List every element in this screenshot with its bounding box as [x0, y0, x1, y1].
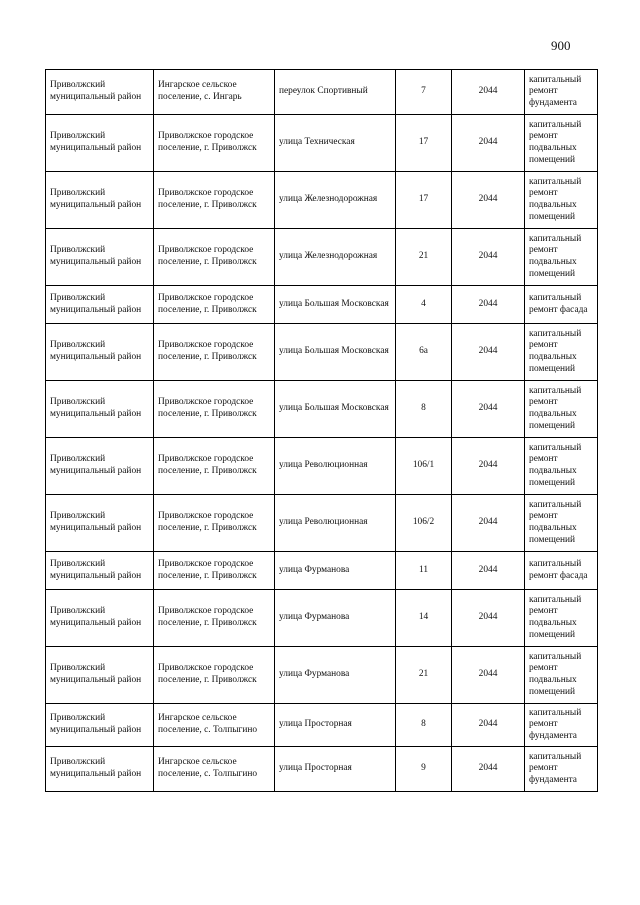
house-number-cell: 11 — [396, 552, 452, 590]
year-cell: 2044 — [452, 552, 525, 590]
house-number-cell: 17 — [396, 172, 452, 229]
street-cell: улица Просторная — [275, 747, 396, 792]
year-cell: 2044 — [452, 747, 525, 792]
settlement-cell: Приволжское городское поселение, г. Приволжск — [154, 438, 275, 495]
repair-schedule-table — [45, 69, 598, 792]
table-row — [46, 438, 598, 495]
district-cell: Приволжский муниципальный район — [46, 172, 154, 229]
district-cell: Приволжский муниципальный район — [46, 552, 154, 590]
district-cell: Приволжский муниципальный район — [46, 704, 154, 747]
street-cell: улица Большая Московская — [275, 286, 396, 324]
settlement-cell: Приволжское городское поселение, г. Приволжск — [154, 229, 275, 286]
work-type-cell: капитальный ремонт подвальных помещений — [525, 324, 598, 381]
settlement-cell: Приволжское городское поселение, г. Приволжск — [154, 590, 275, 647]
house-number-cell: 9 — [396, 747, 452, 792]
house-number-cell: 7 — [396, 70, 452, 115]
table-row — [46, 172, 598, 229]
district-cell: Приволжский муниципальный район — [46, 229, 154, 286]
table-row — [46, 704, 598, 747]
district-cell: Приволжский муниципальный район — [46, 381, 154, 438]
work-type-cell: капитальный ремонт подвальных помещений — [525, 172, 598, 229]
work-type-cell: капитальный ремонт подвальных помещений — [525, 438, 598, 495]
year-cell: 2044 — [452, 172, 525, 229]
house-number-cell: 21 — [396, 229, 452, 286]
year-cell: 2044 — [452, 324, 525, 381]
year-cell: 2044 — [452, 590, 525, 647]
work-type-cell: капитальный ремонт подвальных помещений — [525, 115, 598, 172]
district-cell: Приволжский муниципальный район — [46, 324, 154, 381]
year-cell: 2044 — [452, 438, 525, 495]
work-type-cell: капитальный ремонт фундамента — [525, 747, 598, 792]
street-cell: улица Техническая — [275, 115, 396, 172]
district-cell: Приволжский муниципальный район — [46, 590, 154, 647]
street-cell: улица Революционная — [275, 495, 396, 552]
district-cell: Приволжский муниципальный район — [46, 438, 154, 495]
work-type-cell: капитальный ремонт подвальных помещений — [525, 495, 598, 552]
table-row — [46, 229, 598, 286]
settlement-cell: Ингарское сельское поселение, с. Толпыгино — [154, 747, 275, 792]
year-cell: 2044 — [452, 495, 525, 552]
settlement-cell: Приволжское городское поселение, г. Приволжск — [154, 115, 275, 172]
district-cell: Приволжский муниципальный район — [46, 747, 154, 792]
house-number-cell: 21 — [396, 647, 452, 704]
street-cell: улица Просторная — [275, 704, 396, 747]
settlement-cell: Приволжское городское поселение, г. Приволжск — [154, 324, 275, 381]
street-cell: улица Фурманова — [275, 590, 396, 647]
district-cell: Приволжский муниципальный район — [46, 115, 154, 172]
work-type-cell: капитальный ремонт фасада — [525, 286, 598, 324]
year-cell: 2044 — [452, 115, 525, 172]
district-cell: Приволжский муниципальный район — [46, 286, 154, 324]
year-cell: 2044 — [452, 381, 525, 438]
street-cell: улица Фурманова — [275, 647, 396, 704]
table-row — [46, 70, 598, 115]
work-type-cell: капитальный ремонт подвальных помещений — [525, 590, 598, 647]
house-number-cell: 8 — [396, 381, 452, 438]
settlement-cell: Приволжское городское поселение, г. Приволжск — [154, 381, 275, 438]
year-cell: 2044 — [452, 229, 525, 286]
year-cell: 2044 — [452, 647, 525, 704]
table-row — [46, 590, 598, 647]
house-number-cell: 6а — [396, 324, 452, 381]
street-cell: улица Железнодорожная — [275, 229, 396, 286]
table-row — [46, 495, 598, 552]
house-number-cell: 106/2 — [396, 495, 452, 552]
street-cell: улица Большая Московская — [275, 324, 396, 381]
table-row — [46, 286, 598, 324]
street-cell: улица Железнодорожная — [275, 172, 396, 229]
work-type-cell: капитальный ремонт подвальных помещений — [525, 381, 598, 438]
page-number: 900 — [551, 38, 571, 53]
settlement-cell: Приволжское городское поселение, г. Приволжск — [154, 647, 275, 704]
settlement-cell: Приволжское городское поселение, г. Приволжск — [154, 172, 275, 229]
house-number-cell: 17 — [396, 115, 452, 172]
year-cell: 2044 — [452, 286, 525, 324]
settlement-cell: Приволжское городское поселение, г. Приволжск — [154, 495, 275, 552]
settlement-cell: Приволжское городское поселение, г. Приволжск — [154, 286, 275, 324]
table-row — [46, 552, 598, 590]
house-number-cell: 4 — [396, 286, 452, 324]
table-row — [46, 747, 598, 792]
table-row — [46, 324, 598, 381]
year-cell: 2044 — [452, 70, 525, 115]
house-number-cell: 8 — [396, 704, 452, 747]
table-row — [46, 115, 598, 172]
house-number-cell: 106/1 — [396, 438, 452, 495]
table-body — [46, 70, 598, 792]
street-cell: переулок Спортивный — [275, 70, 396, 115]
table-row — [46, 647, 598, 704]
table-row — [46, 381, 598, 438]
work-type-cell: капитальный ремонт подвальных помещений — [525, 647, 598, 704]
street-cell: улица Большая Московская — [275, 381, 396, 438]
district-cell: Приволжский муниципальный район — [46, 647, 154, 704]
work-type-cell: капитальный ремонт фундамента — [525, 70, 598, 115]
house-number-cell: 14 — [396, 590, 452, 647]
district-cell: Приволжский муниципальный район — [46, 70, 154, 115]
work-type-cell: капитальный ремонт фундамента — [525, 704, 598, 747]
settlement-cell: Ингарское сельское поселение, с. Ингарь — [154, 70, 275, 115]
year-cell: 2044 — [452, 704, 525, 747]
work-type-cell: капитальный ремонт фасада — [525, 552, 598, 590]
settlement-cell: Ингарское сельское поселение, с. Толпыгино — [154, 704, 275, 747]
work-type-cell: капитальный ремонт подвальных помещений — [525, 229, 598, 286]
settlement-cell: Приволжское городское поселение, г. Приволжск — [154, 552, 275, 590]
street-cell: улица Фурманова — [275, 552, 396, 590]
street-cell: улица Революционная — [275, 438, 396, 495]
district-cell: Приволжский муниципальный район — [46, 495, 154, 552]
